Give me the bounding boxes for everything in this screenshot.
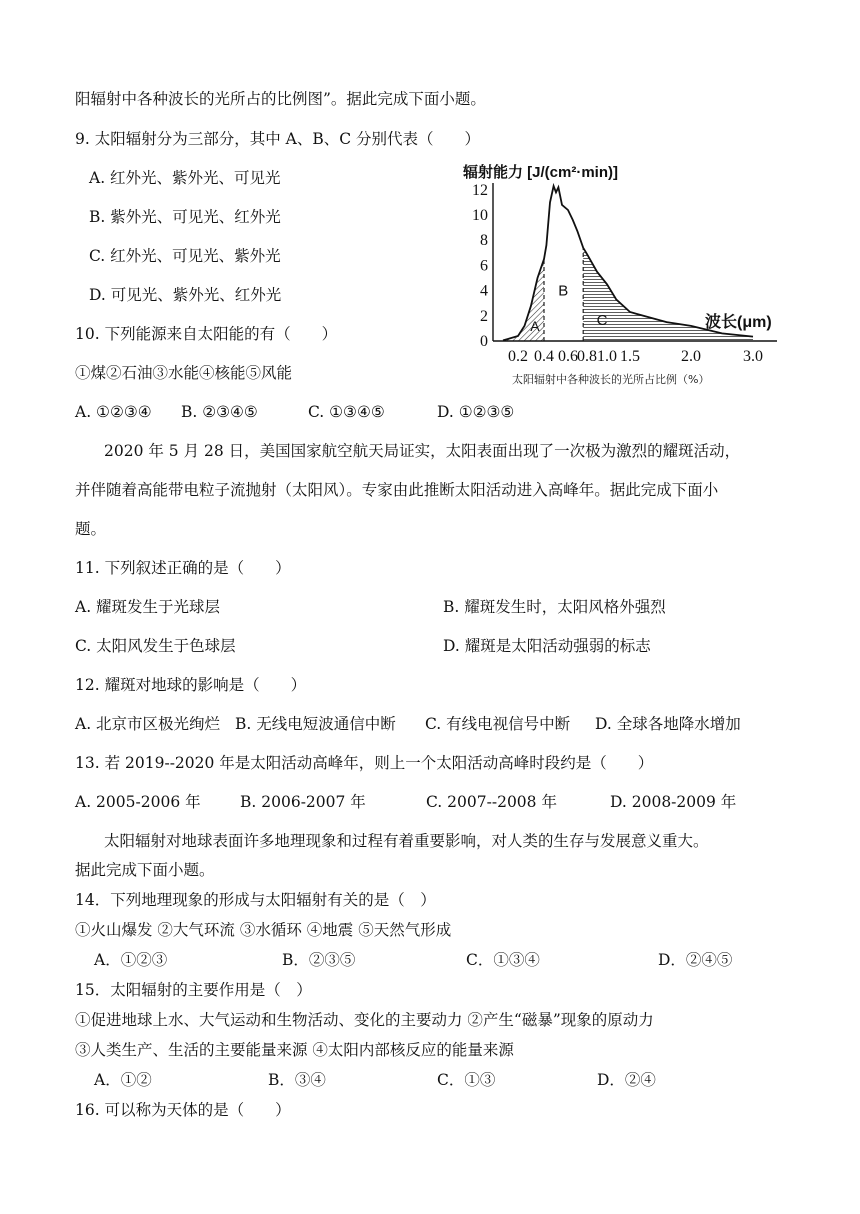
chart-ylabel: 辐射能力 [J/(cm²·min)] [463,164,618,181]
x-tick-label: 3.0 [743,348,763,365]
q14-option-b[interactable]: B．②③⑤ [282,951,356,969]
passage3-line1: 太阳辐射对地球表面许多地理现象和过程有着重要影响，对人类的生存与发展意义重大。 [104,832,709,850]
solar-radiation-chart [455,155,785,393]
q14-option-a[interactable]: A．①②③ [94,951,168,969]
passage2-line1: 2020 年 5 月 28 日，美国国家航空航天局证实，太阳表面出现了一次极为激烈的耀斑活动， [104,442,741,460]
q9-option-c[interactable]: C. 红外光、可见光、紫外光 [89,247,281,265]
q10-stem: 10. 下列能源来自太阳能的有（ ） [75,325,338,343]
q15-option-d[interactable]: D．②④ [597,1071,656,1089]
q15-option-c[interactable]: C．①③ [437,1071,496,1089]
passage2-line2: 并伴随着高能带电粒子流抛射（太阳风）。专家由此推断太阳活动进入高峰年。据此完成下面小 [75,481,719,499]
q13-option-b[interactable]: B. 2006-2007 年 [240,793,366,811]
q10-option-a[interactable]: A. ①②③④ [75,403,152,421]
q14-items: ①火山爆发 ②大气环流 ③水循环 ④地震 ⑤天然气形成 [75,921,452,939]
y-tick-label: 2 [480,307,488,325]
chart-xlabel: 波长(μm) [705,314,772,331]
q15-items-line2: ③人类生产、生活的主要能量来源 ④太阳内部核反应的能量来源 [75,1041,514,1059]
q9-stem: 9. 太阳辐射分为三部分，其中 A、B、C 分别代表（ ） [75,130,481,148]
passage2-line3: 题。 [75,520,107,538]
q12-stem: 12. 耀斑对地球的影响是（ ） [75,676,307,694]
q10-option-b[interactable]: B. ②③④⑤ [181,403,258,421]
q10-option-d[interactable]: D. ①②③⑤ [437,403,515,421]
x-tick-label: 0.6 [558,348,578,365]
y-tick-label: 10 [472,207,488,224]
x-tick-label: 0.4 [534,348,554,365]
q14-option-c[interactable]: C．①③④ [466,951,540,969]
q15-option-a[interactable]: A．①② [94,1071,152,1089]
q13-option-c[interactable]: C. 2007--2008 年 [426,793,557,811]
q13-option-d[interactable]: D. 2008-2009 年 [610,793,737,811]
q9-option-b[interactable]: B. 紫外光、可见光、红外光 [89,208,281,226]
q11-option-a[interactable]: A. 耀斑发生于光球层 [75,598,221,616]
q12-option-b[interactable]: B. 无线电短波通信中断 [235,715,396,733]
q12-option-d[interactable]: D. 全球各地降水增加 [595,715,741,733]
y-tick-label: 0 [480,333,488,350]
q11-option-d[interactable]: D. 耀斑是太阳活动强弱的标志 [443,637,651,655]
q10-items: ①煤②石油③水能④核能⑤风能 [75,364,293,382]
q15-items-line1: ①促进地球上水、大气运动和生物活动、变化的主要动力 ②产生“磁暴”现象的原动力 [75,1011,654,1029]
x-tick-label: 0.2 [508,348,528,365]
q9-option-d[interactable]: D. 可见光、紫外光、红外光 [89,286,282,304]
region-label-b: B [558,282,569,300]
x-tick-label: 1.0 [597,348,617,365]
q16-stem: 16. 可以称为天体的是（ ） [75,1101,291,1119]
y-tick-label: 6 [480,257,488,275]
q12-option-a[interactable]: A. 北京市区极光绚烂 [75,715,221,733]
q11-stem: 11. 下列叙述正确的是（ ） [75,559,291,577]
q14-stem: 14．下列地理现象的形成与太阳辐射有关的是（ ） [75,891,436,909]
x-tick-label: 2.0 [681,348,701,365]
q15-option-b[interactable]: B．③④ [268,1071,326,1089]
q9-option-a[interactable]: A. 红外光、紫外光、可见光 [89,169,281,187]
q11-option-c[interactable]: C. 太阳风发生于色球层 [75,637,236,655]
y-tick-label: 8 [480,232,488,250]
q13-stem: 13. 若 2019--2020 年是太阳活动高峰年，则上一个太阳活动高峰时段约是（ ） [75,754,654,772]
x-tick-label: 1.5 [620,348,640,365]
intro-line: 阳辐射中各种波长的光所占的比例图”。据此完成下面小题。 [75,90,486,108]
q13-option-a[interactable]: A. 2005-2006 年 [75,793,201,811]
q11-option-b[interactable]: B. 耀斑发生时，太阳风格外强烈 [443,598,666,616]
region-label-c: C [596,312,608,329]
y-tick-label: 12 [472,181,488,199]
q14-option-d[interactable]: D．②④⑤ [658,951,733,969]
passage3-line2: 据此完成下面小题。 [75,861,215,879]
y-tick-label: 4 [480,282,488,300]
chart-caption: 太阳辐射中各种波长的光所占比例（%） [512,373,710,386]
q12-option-c[interactable]: C. 有线电视信号中断 [425,715,571,733]
region-label-a: A [530,318,540,334]
x-tick-label: 0.8 [577,348,597,365]
q10-option-c[interactable]: C. ①③④⑤ [308,403,385,421]
q15-stem: 15．太阳辐射的主要作用是（ ） [75,981,312,999]
